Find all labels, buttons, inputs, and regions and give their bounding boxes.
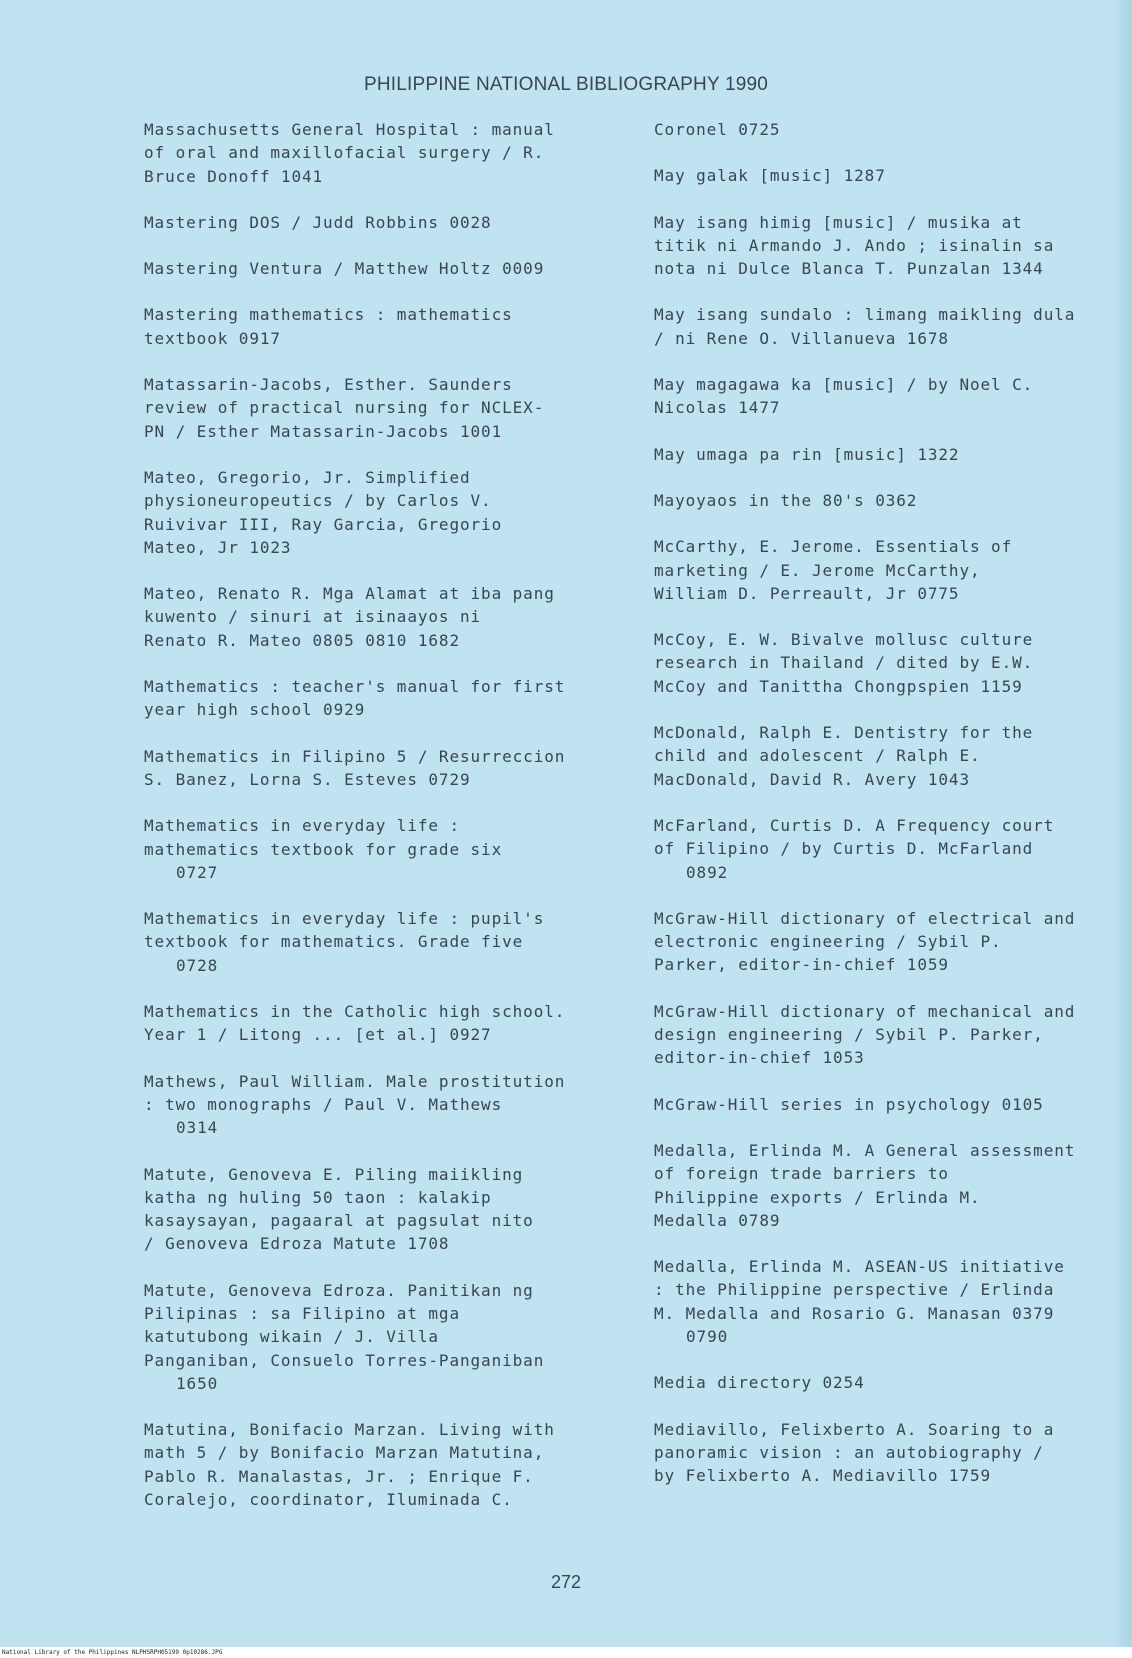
entry-line: math 5 / by Bonifacio Marzan Matutina, bbox=[144, 1443, 545, 1463]
entry-line: McGraw-Hill dictionary of mechanical and bbox=[654, 1001, 1076, 1021]
entry-line: katha ng huling 50 taon : kalakip bbox=[144, 1187, 492, 1207]
entry-line: Year 1 / Litong ... [et al.] 0927 bbox=[144, 1025, 492, 1045]
entry-line: McCoy and Tanittha Chongpspien 1159 bbox=[654, 676, 1023, 696]
entry-line: textbook 0917 bbox=[144, 328, 281, 348]
bibliography-entry bbox=[654, 1093, 1124, 1116]
entry-line: Matute, Genoveva Edroza. Panitikan ng bbox=[144, 1280, 534, 1300]
entry-line: Mathews, Paul William. Male prostitution bbox=[144, 1071, 566, 1091]
entry-line: nota ni Dulce Blanca T. Punzalan 1344 bbox=[654, 259, 1044, 279]
entry-line: Media directory 0254 bbox=[654, 1373, 865, 1393]
entry-line: Nicolas 1477 bbox=[654, 398, 781, 418]
entry-line: May umaga pa rin [music] 1322 bbox=[654, 444, 960, 464]
entry-line: Medalla, Erlinda M. A General assessment bbox=[654, 1140, 1076, 1160]
bibliography-entry bbox=[654, 907, 1124, 977]
entry-line: : two monographs / Paul V. Mathews bbox=[144, 1094, 503, 1114]
entry-line: Mathematics in everyday life : pupil's bbox=[144, 909, 545, 929]
bibliography-entry bbox=[144, 1279, 619, 1395]
entry-line: May magagawa ka [music] / by Noel C. bbox=[654, 375, 1034, 395]
entry-line: Mayoyaos in the 80's 0362 bbox=[654, 490, 918, 510]
entry-line: May galak [music] 1287 bbox=[654, 166, 886, 186]
entry-line: / ni Rene O. Villanueva 1678 bbox=[654, 328, 949, 348]
entry-line: 1650 bbox=[176, 1373, 219, 1393]
entry-line: child and adolescent / Ralph E. bbox=[654, 746, 981, 766]
entry-line: katutubong wikain / J. Villa bbox=[144, 1327, 439, 1347]
bibliography-entry bbox=[654, 164, 1124, 187]
entry-line: Coronel 0725 bbox=[654, 120, 781, 139]
entry-line: 0314 bbox=[176, 1118, 219, 1138]
entry-line: textbook for mathematics. Grade five bbox=[144, 932, 524, 952]
bibliography-entry bbox=[144, 1163, 619, 1256]
entry-line: Mathematics in everyday life : bbox=[144, 816, 460, 836]
entry-line: McCarthy, E. Jerome. Essentials of bbox=[654, 537, 1013, 557]
entry-line: McCoy, E. W. Bivalve mollusc culture bbox=[654, 630, 1034, 650]
bibliography-entry bbox=[144, 907, 619, 977]
entry-line: Mathematics in Filipino 5 / Resurreccion bbox=[144, 746, 566, 766]
entry-line: Renato R. Mateo 0805 0810 1682 bbox=[144, 630, 460, 650]
bibliography-entry bbox=[654, 489, 1124, 512]
entry-line: Mateo, Renato R. Mga Alamat at iba pang bbox=[144, 584, 555, 604]
bibliography-entry bbox=[654, 721, 1124, 791]
entry-line: Massachusetts General Hospital : manual bbox=[144, 120, 555, 139]
bibliography-entry bbox=[654, 303, 1124, 350]
bibliography-entry bbox=[654, 1255, 1124, 1348]
entry-line: Pablo R. Manalastas, Jr. ; Enrique F. bbox=[144, 1466, 534, 1486]
bibliography-entry bbox=[654, 1000, 1124, 1070]
entry-line: 0892 bbox=[686, 862, 729, 882]
entry-line: Mediavillo, Felixberto A. Soaring to a bbox=[654, 1419, 1055, 1439]
entry-line: Mastering DOS / Judd Robbins 0028 bbox=[144, 212, 492, 232]
entry-line: 0790 bbox=[686, 1326, 729, 1346]
entry-line: PN / Esther Matassarin-Jacobs 1001 bbox=[144, 421, 503, 441]
bibliography-entry bbox=[144, 675, 619, 722]
entry-line: Mastering mathematics : mathematics bbox=[144, 305, 513, 325]
entry-line: May isang himig [music] / musika at bbox=[654, 212, 1023, 232]
entry-line: McDonald, Ralph E. Dentistry for the bbox=[654, 723, 1034, 743]
bibliography-entry bbox=[144, 582, 619, 652]
entry-line: physioneuropeutics / by Carlos V. bbox=[144, 491, 492, 511]
bibliography-entry bbox=[654, 628, 1124, 698]
entry-line: kasaysayan, pagaaral at pagsulat nito bbox=[144, 1211, 534, 1231]
entry-line: year high school 0929 bbox=[144, 700, 366, 720]
bibliography-entry bbox=[144, 373, 619, 443]
bibliography-entry bbox=[144, 1070, 619, 1140]
entry-line: / Genoveva Edroza Matute 1708 bbox=[144, 1234, 450, 1254]
entry-line: electronic engineering / Sybil P. bbox=[654, 932, 1002, 952]
entry-line: Mastering Ventura / Matthew Holtz 0009 bbox=[144, 259, 545, 279]
page-header: PHILIPPINE NATIONAL BIBLIOGRAPHY 1990 bbox=[363, 74, 769, 95]
entry-line: 0727 bbox=[176, 862, 219, 882]
right-column bbox=[654, 118, 1124, 1510]
entry-line: design engineering / Sybil P. Parker, bbox=[654, 1025, 1044, 1045]
entry-line: Coralejo, coordinator, Iluminada C. bbox=[144, 1490, 513, 1510]
entry-line: Mateo, Gregorio, Jr. Simplified bbox=[144, 467, 471, 487]
entry-line: of foreign trade barriers to bbox=[654, 1164, 949, 1184]
bibliography-entry bbox=[144, 118, 619, 188]
bibliography-entry bbox=[654, 443, 1124, 466]
entry-line: of oral and maxillofacial surgery / R. bbox=[144, 143, 545, 163]
bibliography-entry bbox=[144, 745, 619, 792]
entry-line: Matassarin-Jacobs, Esther. Saunders bbox=[144, 375, 513, 395]
page-number: 272 bbox=[550, 1572, 582, 1592]
entry-line: Matute, Genoveva E. Piling maiikling bbox=[144, 1164, 524, 1184]
entry-line: M. Medalla and Rosario G. Manasan 0379 bbox=[654, 1303, 1055, 1323]
bibliography-entry bbox=[144, 257, 619, 280]
entry-line: Mathematics in the Catholic high school. bbox=[144, 1002, 566, 1022]
bibliography-entry bbox=[144, 1418, 619, 1511]
bibliography-entry bbox=[654, 373, 1124, 420]
entry-line: : the Philippine perspective / Erlinda bbox=[654, 1280, 1055, 1300]
entry-line: 0728 bbox=[176, 955, 219, 975]
bibliography-entry bbox=[144, 303, 619, 350]
scan-footer: National Library of the Philippines NLPHSRPH05199 0p10286.JPG bbox=[0, 1647, 1132, 1658]
entry-line: McGraw-Hill series in psychology 0105 bbox=[654, 1094, 1044, 1114]
entry-line: Mateo, Jr 1023 bbox=[144, 537, 292, 557]
left-column bbox=[144, 118, 619, 1534]
bibliography-entry bbox=[654, 814, 1124, 884]
entry-line: review of practical nursing for NCLEX- bbox=[144, 398, 545, 418]
entry-line: by Felixberto A. Mediavillo 1759 bbox=[654, 1466, 992, 1486]
entry-line: titik ni Armando J. Ando ; isinalin sa bbox=[654, 235, 1055, 255]
entry-line: kuwento / sinuri at isinaayos ni bbox=[144, 607, 482, 627]
bibliography-entry bbox=[654, 211, 1124, 281]
bibliography-entry bbox=[654, 1418, 1124, 1488]
entry-line: Bruce Donoff 1041 bbox=[144, 166, 324, 186]
entry-line: Medalla 0789 bbox=[654, 1210, 781, 1230]
entry-line: May isang sundalo : limang maikling dula bbox=[654, 305, 1076, 325]
entry-line: Ruivivar III, Ray Garcia, Gregorio bbox=[144, 514, 503, 534]
entry-line: of Filipino / by Curtis D. McFarland bbox=[654, 839, 1034, 859]
entry-line: S. Banez, Lorna S. Esteves 0729 bbox=[144, 769, 471, 789]
entry-line: Parker, editor-in-chief 1059 bbox=[654, 955, 949, 975]
bibliography-entry bbox=[654, 118, 1124, 141]
entry-line: Mathematics : teacher's manual for first bbox=[144, 677, 566, 697]
entry-line: MacDonald, David R. Avery 1043 bbox=[654, 769, 970, 789]
bibliography-entry bbox=[654, 1371, 1124, 1394]
bibliography-entry bbox=[654, 1139, 1124, 1232]
bibliography-entry bbox=[144, 211, 619, 234]
entry-line: William D. Perreault, Jr 0775 bbox=[654, 583, 960, 603]
entry-line: McGraw-Hill dictionary of electrical and bbox=[654, 908, 1076, 928]
entry-line: Panganiban, Consuelo Torres-Panganiban bbox=[144, 1350, 545, 1370]
entry-line: Medalla, Erlinda M. ASEAN-US initiative bbox=[654, 1257, 1065, 1277]
entry-line: Pilipinas : sa Filipino at mga bbox=[144, 1303, 460, 1323]
entry-line: research in Thailand / dited by E.W. bbox=[654, 653, 1034, 673]
bibliography-entry bbox=[144, 1000, 619, 1047]
bibliography-entry bbox=[144, 814, 619, 884]
entry-line: panoramic vision : an autobiography / bbox=[654, 1442, 1044, 1462]
entry-line: Philippine exports / Erlinda M. bbox=[654, 1187, 981, 1207]
entry-line: Matutina, Bonifacio Marzan. Living with bbox=[144, 1420, 555, 1440]
entry-line: McFarland, Curtis D. A Frequency court bbox=[654, 815, 1055, 835]
bibliography-entry bbox=[144, 466, 619, 559]
entry-line: editor-in-chief 1053 bbox=[654, 1048, 865, 1068]
bibliography-entry bbox=[654, 535, 1124, 605]
entry-line: marketing / E. Jerome McCarthy, bbox=[654, 560, 981, 580]
entry-line: mathematics textbook for grade six bbox=[144, 839, 503, 859]
